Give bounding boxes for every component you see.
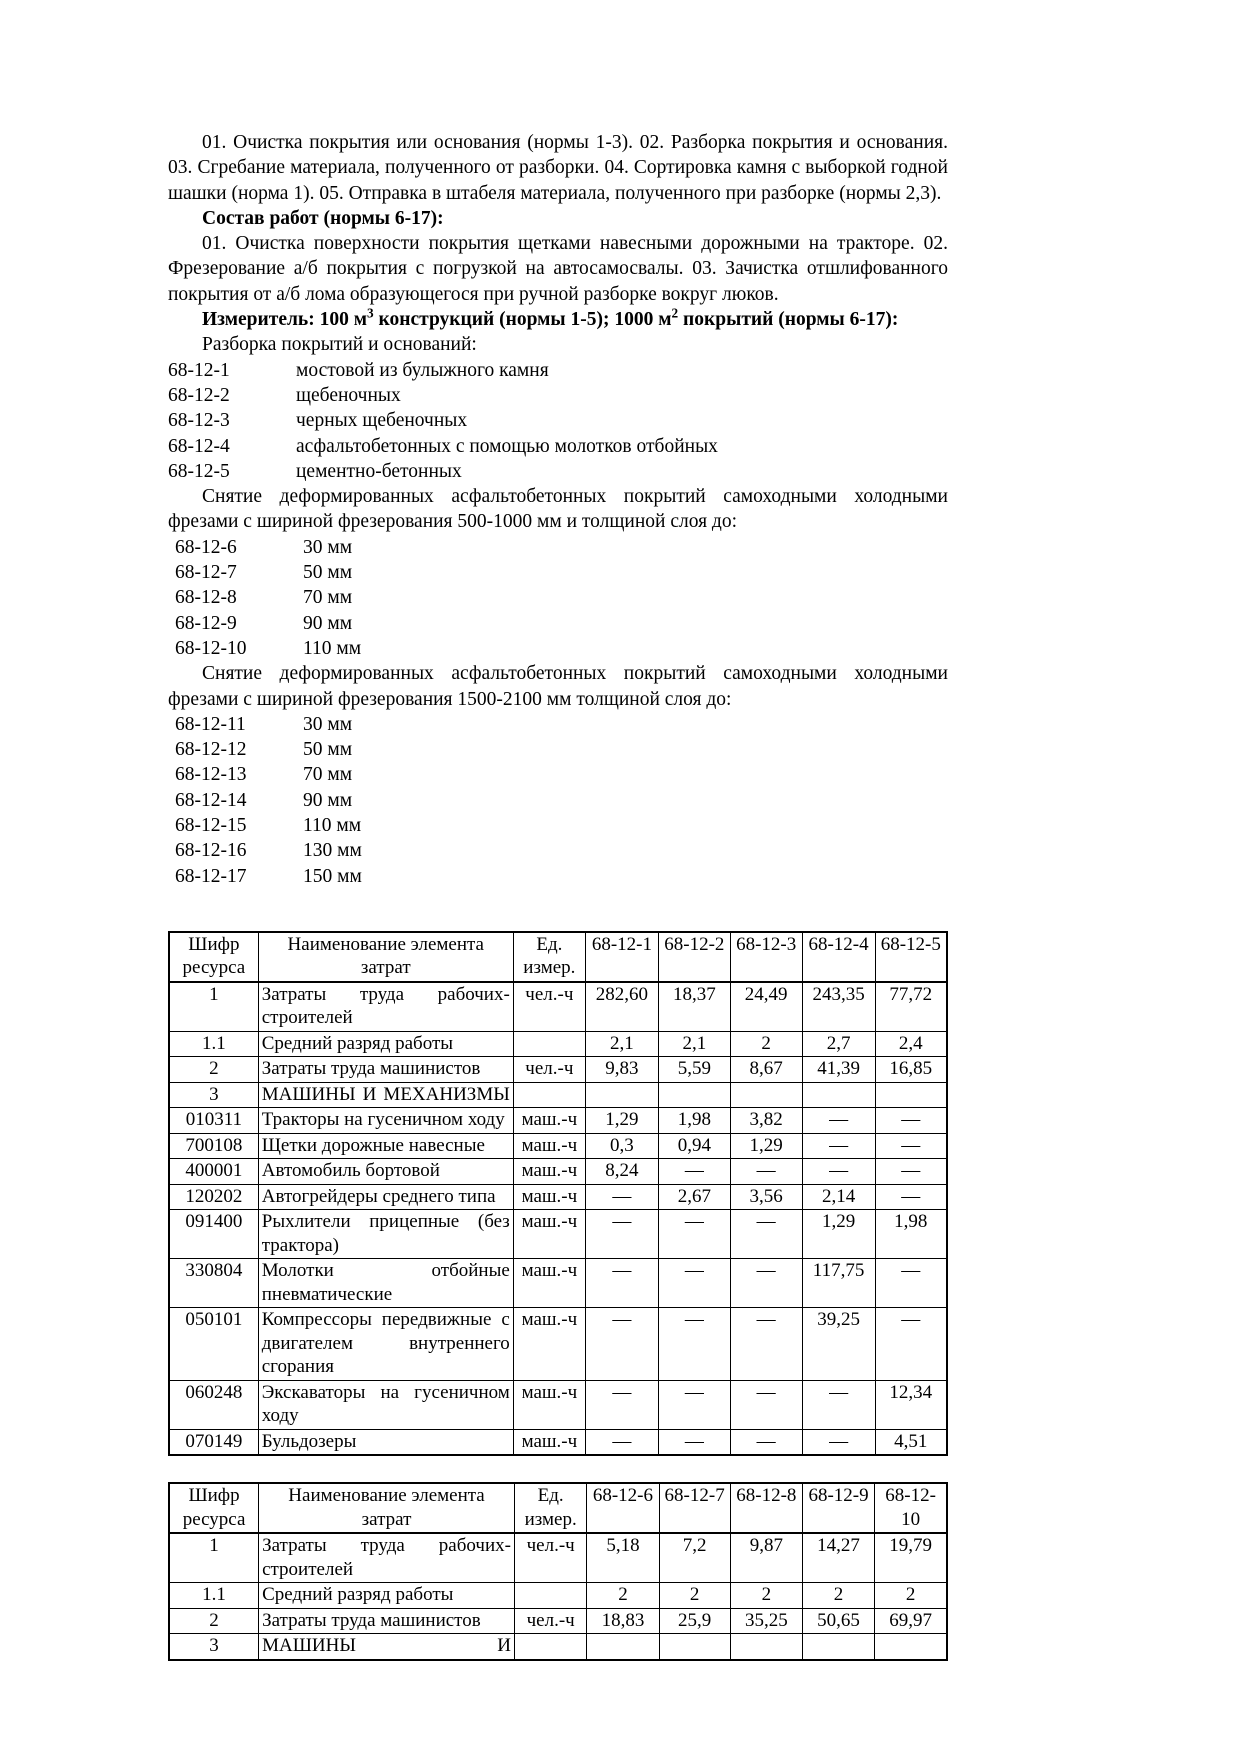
norm-item [168, 408, 948, 433]
norm-description: 50 мм [303, 739, 353, 761]
cell-resource-name: Затраты труда машинистов [259, 1608, 515, 1634]
norm-description: 30 мм [303, 536, 353, 558]
norm-description: асфальтобетонных с помощью молотков отбойных [296, 435, 718, 457]
norm-list-group-1 [168, 358, 948, 484]
cell-resource-code: 2 [169, 1608, 259, 1634]
cell-unit: маш.-ч [513, 1429, 585, 1455]
header-cell-norm: 68-12-1 [585, 932, 658, 982]
norm-code: 68-12-5 [168, 460, 230, 482]
cell-value [802, 1634, 874, 1660]
cell-resource-name: Затраты труда машинистов [258, 1057, 513, 1083]
norm-description: щебеночных [296, 384, 401, 406]
norm-code: 68-12-7 [175, 562, 237, 584]
cell-value [659, 1634, 730, 1660]
norm-description: 70 мм [303, 764, 353, 786]
cell-value: — [875, 1133, 947, 1159]
header-cell-code [169, 932, 258, 982]
table-1-body [169, 982, 947, 1456]
cell-value [730, 1082, 802, 1108]
header-cell-norm: 68-12-9 [802, 1483, 874, 1533]
cell-resource-name: Щетки дорожные навесные [258, 1133, 513, 1159]
document-content [168, 130, 948, 1661]
cell-value: — [585, 1308, 658, 1381]
norm-code: 68-12-10 [175, 637, 247, 659]
header-cell-norm: 68-12-10 [875, 1483, 947, 1533]
header-name-line2: затрат [361, 1508, 412, 1530]
cell-resource-code: 330804 [169, 1259, 258, 1308]
norm-code: 68-12-17 [175, 865, 247, 887]
header-cell-norm: 68-12-3 [730, 932, 802, 982]
norm-list-group-2 [168, 535, 948, 661]
cell-resource-code: 120202 [169, 1184, 258, 1210]
table-1-header [169, 932, 947, 982]
cell-value: 2,4 [875, 1031, 947, 1057]
resource-table-2 [168, 1482, 948, 1661]
norm-item [168, 838, 948, 863]
cell-resource-name: Экскаваторы на гусеничном ходу [258, 1380, 513, 1429]
cell-unit [514, 1634, 586, 1660]
norm-item [168, 459, 948, 484]
cell-resource-code: 050101 [169, 1308, 258, 1381]
header-cell-unit [514, 1483, 586, 1533]
cell-resource-code: 060248 [169, 1380, 258, 1429]
cell-value: — [802, 1108, 875, 1134]
cell-resource-name: Рыхлители прицепные (без трактора) [258, 1210, 513, 1259]
cell-value: — [802, 1159, 875, 1185]
norm-item [168, 636, 948, 661]
cell-value: 4,51 [875, 1429, 947, 1455]
cell-value: — [802, 1380, 875, 1429]
cell-unit: чел.-ч [513, 1057, 585, 1083]
cell-unit: маш.-ч [513, 1210, 585, 1259]
cell-value: — [585, 1210, 658, 1259]
cell-resource-code: 2 [169, 1057, 258, 1083]
cell-value: — [658, 1380, 730, 1429]
norm-description: 90 мм [303, 612, 353, 634]
cell-value [802, 1082, 875, 1108]
cell-value: — [802, 1429, 875, 1455]
cell-value: — [730, 1429, 802, 1455]
cell-value: — [730, 1380, 802, 1429]
header-cell-norm: 68-12-7 [659, 1483, 730, 1533]
cell-value: — [585, 1380, 658, 1429]
table-row [169, 1133, 947, 1159]
cell-resource-name: Бульдозеры [258, 1429, 513, 1455]
header-unit-line2: измер. [524, 1508, 577, 1530]
izmeritel-middle: конструкций (нормы 1-5); 1000 м [373, 309, 672, 331]
cell-value: 19,79 [875, 1533, 947, 1583]
cell-value: 41,39 [802, 1057, 875, 1083]
cell-resource-code: 3 [169, 1082, 258, 1108]
norm-code: 68-12-6 [175, 536, 237, 558]
norm-item [168, 737, 948, 762]
cell-value [875, 1634, 947, 1660]
norm-item [168, 434, 948, 459]
cell-value: 77,72 [875, 982, 947, 1032]
cell-value: — [658, 1210, 730, 1259]
header-cell-norm: 68-12-6 [587, 1483, 659, 1533]
heading-izmeritel: Измеритель: 100 $м^3$ конструкций (нормы 1-5); 1000 $м^2$ покрытий (нормы 6-17): [202, 305, 899, 331]
header-name-line1: Наименование элемента [288, 1485, 485, 1507]
paragraph-sostav-6-17: 01. Очистка поверхности покрытия щетками навесными дорожными на тракторе. 02. Фрезерование а/б покрытия с погрузкой на автосамосвалы. 03. Зачистка отшлифованного покрытия от а/б лома образующегося при ручной разборке вокруг люков. [168, 233, 948, 305]
cell-value: 3,82 [730, 1108, 802, 1134]
cell-value: 12,34 [875, 1380, 947, 1429]
table-row [169, 1583, 947, 1609]
cell-value: 16,85 [875, 1057, 947, 1083]
cell-value: 18,83 [587, 1608, 659, 1634]
norm-item [168, 383, 948, 408]
norm-item [168, 813, 948, 838]
cell-value: 2,1 [658, 1031, 730, 1057]
table-row [169, 1308, 947, 1381]
cell-value: 25,9 [659, 1608, 730, 1634]
table-header-row [169, 1483, 947, 1533]
norm-description: 70 мм [303, 587, 353, 609]
cell-value [585, 1082, 658, 1108]
cell-resource-code: 010311 [169, 1108, 258, 1134]
cell-resource-name: Компрессоры передвижные с двигателем внутреннего сгорания [258, 1308, 513, 1381]
cell-resource-code: 070149 [169, 1429, 258, 1455]
table-row [169, 1259, 947, 1308]
norm-description: мостовой из булыжного камня [296, 359, 549, 381]
cell-value: 1,29 [585, 1108, 658, 1134]
cell-value: 2,67 [658, 1184, 730, 1210]
header-code-line1: Шифр [188, 933, 240, 955]
header-unit-line2: измер. [523, 957, 576, 979]
cell-value: 1,98 [658, 1108, 730, 1134]
norm-description: цементно-бетонных [296, 460, 462, 482]
cell-value: — [585, 1184, 658, 1210]
norm-description: 110 мм [303, 637, 362, 659]
norm-description: 90 мм [303, 789, 353, 811]
cell-resource-code: 700108 [169, 1133, 258, 1159]
table-row [169, 1184, 947, 1210]
cell-value: 9,87 [730, 1533, 802, 1583]
cell-value: — [875, 1159, 947, 1185]
table-2-header [169, 1483, 947, 1533]
norm-code: 68-12-15 [175, 815, 247, 837]
cell-value: 14,27 [802, 1533, 874, 1583]
cell-value: 1,98 [875, 1210, 947, 1259]
cell-value: 2,14 [802, 1184, 875, 1210]
cell-resource-code: 3 [169, 1634, 259, 1660]
norm-item [168, 611, 948, 636]
cell-value: — [585, 1429, 658, 1455]
cell-value: 9,83 [585, 1057, 658, 1083]
cell-value: — [658, 1429, 730, 1455]
cell-value: 8,67 [730, 1057, 802, 1083]
table-row [169, 1057, 947, 1083]
cell-value: — [802, 1133, 875, 1159]
cell-resource-code: 1.1 [169, 1031, 258, 1057]
cell-unit [514, 1583, 586, 1609]
resource-table-1-wrapper [168, 931, 948, 1457]
cell-unit: маш.-ч [513, 1159, 585, 1185]
cell-resource-code: 400001 [169, 1159, 258, 1185]
cell-value: 24,49 [730, 982, 802, 1032]
cell-value: 1,29 [730, 1133, 802, 1159]
cell-value: 2 [730, 1583, 802, 1609]
norm-item [168, 762, 948, 787]
paragraph-snyatie-500-1000: Снятие деформированных асфальтобетонных покрытий самоходными холодными фрезами с шириной фрезерования 500-1000 мм и толщиной слоя до: [168, 486, 948, 533]
cell-value: — [875, 1259, 947, 1308]
cell-resource-name: Автогрейдеры среднего типа [258, 1184, 513, 1210]
table-row-section [169, 1082, 947, 1108]
header-cell-norm: 68-12-5 [875, 932, 947, 982]
izmeritel-superscript-1: 3 [367, 305, 374, 321]
cell-resource-name: Средний разряд работы [258, 1031, 513, 1057]
cell-value: 243,35 [802, 982, 875, 1032]
norm-description: 110 мм [303, 815, 362, 837]
paragraph-snyatie-1500-2100: Снятие деформированных асфальтобетонных покрытий самоходными холодными фрезами с шириной фрезерования 1500-2100 мм толщиной слоя до: [168, 663, 948, 710]
norm-description: 50 мм [303, 562, 353, 584]
cell-value: 0,3 [585, 1133, 658, 1159]
cell-value: 2 [730, 1031, 802, 1057]
resource-table-1 [168, 931, 948, 1457]
norm-code: 68-12-2 [168, 384, 230, 406]
table-2-body [169, 1533, 947, 1660]
header-code-line2: ресурса [182, 1508, 246, 1530]
table-row [169, 1108, 947, 1134]
cell-value [730, 1634, 802, 1660]
izmeritel-prefix: Измеритель: 100 м [202, 309, 368, 331]
subheading-razborka: Разборка покрытий и оснований: [202, 334, 477, 356]
cell-resource-code: 091400 [169, 1210, 258, 1259]
norm-description: 130 мм [303, 840, 362, 862]
cell-value: — [875, 1308, 947, 1381]
header-name-line2: затрат [360, 957, 411, 979]
norm-item [168, 560, 948, 585]
cell-value: — [875, 1184, 947, 1210]
cell-value: 7,2 [659, 1533, 730, 1583]
header-cell-norm: 68-12-4 [802, 932, 875, 982]
cell-resource-code: 1.1 [169, 1583, 259, 1609]
cell-resource-name: Затраты труда рабочих-строителей [259, 1533, 515, 1583]
cell-value: 5,59 [658, 1057, 730, 1083]
cell-unit: маш.-ч [513, 1133, 585, 1159]
norm-list-group-3 [168, 712, 948, 889]
table-row [169, 1159, 947, 1185]
cell-value: 35,25 [730, 1608, 802, 1634]
cell-value: — [658, 1259, 730, 1308]
header-cell-name [258, 932, 513, 982]
cell-unit: чел.-ч [514, 1533, 586, 1583]
norm-item [168, 712, 948, 737]
norm-item [168, 358, 948, 383]
cell-resource-name: Тракторы на гусеничном ходу [258, 1108, 513, 1134]
norm-item [168, 788, 948, 813]
norm-item [168, 864, 948, 889]
norm-item [168, 535, 948, 560]
norm-code: 68-12-9 [175, 612, 237, 634]
cell-value: 2 [587, 1583, 659, 1609]
header-unit-line1: Ед. [537, 1485, 564, 1507]
table-header-row [169, 932, 947, 982]
table-row [169, 982, 947, 1032]
cell-value: 8,24 [585, 1159, 658, 1185]
header-cell-code [169, 1483, 259, 1533]
norm-description: черных щебеночных [296, 410, 468, 432]
table-row [169, 1608, 947, 1634]
norm-description: 150 мм [303, 865, 362, 887]
table-row-section [169, 1634, 947, 1660]
cell-value: 5,18 [587, 1533, 659, 1583]
cell-value [587, 1634, 659, 1660]
cell-unit: маш.-ч [513, 1108, 585, 1134]
cell-unit: маш.-ч [513, 1184, 585, 1210]
resource-table-2-wrapper [168, 1482, 948, 1661]
izmeritel-superscript-2: 2 [671, 305, 679, 321]
cell-value: 1,29 [802, 1210, 875, 1259]
norm-code: 68-12-8 [175, 587, 237, 609]
header-cell-norm: 68-12-8 [730, 1483, 802, 1533]
cell-value [658, 1082, 730, 1108]
cell-value: 3,56 [730, 1184, 802, 1210]
cell-resource-name: Молотки отбойные пневматические [258, 1259, 513, 1308]
table-row [169, 1429, 947, 1455]
norm-code: 68-12-1 [168, 359, 230, 381]
cell-value: — [585, 1259, 658, 1308]
cell-value: — [730, 1159, 802, 1185]
cell-unit: маш.-ч [513, 1308, 585, 1381]
cell-resource-name: Автомобиль бортовой [258, 1159, 513, 1185]
header-cell-norm: 68-12-2 [658, 932, 730, 982]
cell-value: 18,37 [658, 982, 730, 1032]
izmeritel-suffix: покрытий (нормы 6-17) [678, 309, 892, 331]
cell-value: 2 [659, 1583, 730, 1609]
cell-resource-code: 1 [169, 982, 258, 1032]
cell-value: — [730, 1308, 802, 1381]
cell-value: 2,1 [585, 1031, 658, 1057]
cell-section-title: МАШИНЫ И [259, 1634, 515, 1660]
cell-value: 2 [802, 1583, 874, 1609]
cell-unit [513, 1082, 585, 1108]
cell-value: 2,7 [802, 1031, 875, 1057]
norm-code: 68-12-13 [175, 764, 247, 786]
cell-value: — [730, 1210, 802, 1259]
cell-section-title: МАШИНЫ И МЕХАНИЗМЫ [258, 1082, 513, 1108]
cell-unit: маш.-ч [513, 1380, 585, 1429]
norm-code: 68-12-14 [175, 789, 247, 811]
cell-unit [513, 1031, 585, 1057]
cell-value: 2 [875, 1583, 947, 1609]
cell-unit: маш.-ч [513, 1259, 585, 1308]
cell-resource-code: 1 [169, 1533, 259, 1583]
cell-value: — [658, 1308, 730, 1381]
header-code-line1: Шифр [188, 1485, 240, 1507]
cell-value: 282,60 [585, 982, 658, 1032]
cell-value [875, 1082, 947, 1108]
header-code-line2: ресурса [182, 957, 246, 979]
cell-value: — [875, 1108, 947, 1134]
cell-value: — [658, 1159, 730, 1185]
cell-resource-name: Средний разряд работы [259, 1583, 515, 1609]
cell-value: 0,94 [658, 1133, 730, 1159]
table-row [169, 1031, 947, 1057]
cell-value: 39,25 [802, 1308, 875, 1381]
norm-code: 68-12-4 [168, 435, 230, 457]
norm-description: 30 мм [303, 713, 353, 735]
table-row [169, 1533, 947, 1583]
cell-value: — [730, 1259, 802, 1308]
table-row [169, 1380, 947, 1429]
cell-unit: чел.-ч [513, 982, 585, 1032]
heading-sostav-rabot: Состав работ (нормы 6-17): [202, 207, 444, 229]
cell-resource-name: Затраты труда рабочих-строителей [258, 982, 513, 1032]
table-row [169, 1210, 947, 1259]
norm-code: 68-12-12 [175, 739, 247, 761]
norm-item [168, 585, 948, 610]
cell-value: 69,97 [875, 1608, 947, 1634]
paragraph-sostav-1-5: 01. Очистка покрытия или основания (нормы 1-3). 02. Разборка покрытия и основания. 03. Сгребание материала, полученного от разборки. 04. Сортировка камня с выборкой годной шашки (норма 1). 05. Отправка в штабеля материала, полученного при разборке (нормы 2,3). [168, 132, 948, 204]
cell-value: 117,75 [802, 1259, 875, 1308]
cell-value: 50,65 [802, 1608, 874, 1634]
header-name-line1: Наименование элемента [287, 933, 484, 955]
header-cell-name [259, 1483, 515, 1533]
norm-code: 68-12-11 [175, 713, 246, 735]
norm-code: 68-12-3 [168, 410, 230, 432]
norm-code: 68-12-16 [175, 840, 247, 862]
header-cell-unit [513, 932, 585, 982]
cell-unit: чел.-ч [514, 1608, 586, 1634]
header-unit-line1: Ед. [536, 933, 563, 955]
